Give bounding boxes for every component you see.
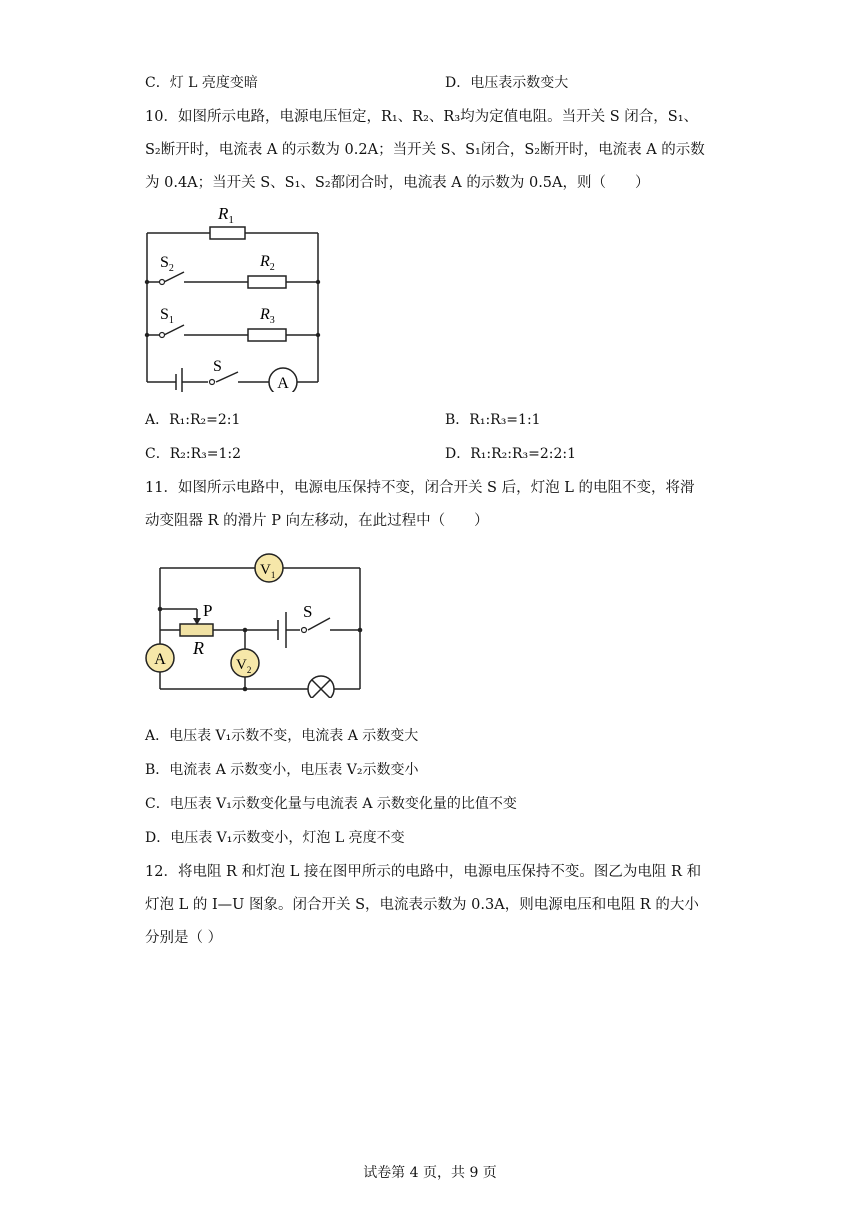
q11-label-v1: $V_1$ <box>260 562 276 580</box>
q10-label-r3: $R_3$ <box>260 306 275 326</box>
q11-option-c: C．电压表 V₁示数变化量与电流表 A 示数变化量的比值不变 <box>145 796 517 812</box>
q10-option-d: D．R₁:R₂:R₃=2:2:1 <box>445 446 577 462</box>
q11-label-s: S <box>303 602 313 621</box>
q9-option-d: D．电压表示数变大 <box>445 75 569 91</box>
q9-option-c: C．灯 L 亮度变暗 <box>145 75 258 91</box>
q11-label-r: R <box>193 638 204 658</box>
q11-label-p: P <box>203 601 213 620</box>
q11-stem-line-2: 动变阻器 R 的滑片 P 向左移动，在此过程中（ ） <box>145 513 489 529</box>
q12-stem-line-2: 灯泡 L 的 I—U 图象。闭合开关 S，电流表示数为 0.3A，则电源电压和电阻 R 的大小 <box>145 897 699 913</box>
q10-label-r2: $R_2$ <box>260 253 275 273</box>
q10-label-s1: $S_1$ <box>160 306 174 326</box>
q10-stem-line-3: 为 0.4A；当开关 S、S₁、S₂都闭合时，电流表 A 的示数为 0.5A，则（ ） <box>145 175 650 191</box>
q12-stem-line-1: 12．将电阻 R 和灯泡 L 接在图甲所示的电路中，电源电压保持不变。图乙为电阻 R 和 <box>145 864 702 880</box>
q10-label-s: S <box>213 358 222 375</box>
q11-option-b: B．电流表 A 示数变小，电压表 V₂示数变小 <box>145 762 419 778</box>
q11-circuit-diagram <box>140 548 370 698</box>
q10-stem-line-1: 10．如图所示电路，电源电压恒定，R₁、R₂、R₃均为定值电阻。当开关 S 闭合，S₁、 <box>145 109 699 125</box>
q10-stem-line-2: S₂断开时，电流表 A 的示数为 0.2A；当开关 S、S₁闭合，S₂断开时，电流表 A 的示数 <box>145 142 705 158</box>
q11-option-a: A．电压表 V₁示数不变，电流表 A 示数变大 <box>145 728 419 744</box>
page-footer: 试卷第 4 页，共 9 页 <box>363 1165 497 1181</box>
q11-label-v2: $V_2$ <box>236 657 252 675</box>
q10-option-c: C．R₂:R₃=1:2 <box>145 446 241 462</box>
q10-label-r1: $R_1$ <box>218 204 234 226</box>
q11-label-ammeter: A <box>154 651 166 668</box>
q11-option-d: D．电压表 V₁示数变小，灯泡 L 亮度不变 <box>145 830 405 846</box>
q10-circuit-diagram <box>140 200 330 392</box>
q12-stem-line-3: 分别是（ ） <box>145 930 223 946</box>
q10-label-ammeter: A <box>277 375 289 392</box>
q10-option-a: A．R₁:R₂=2:1 <box>145 412 241 428</box>
q10-label-s2: $S_2$ <box>160 254 174 274</box>
q10-option-b: B．R₁:R₃=1:1 <box>445 412 541 428</box>
q11-stem-line-1: 11．如图所示电路中，电源电压保持不变，闭合开关 S 后，灯泡 L 的电阻不变，将滑 <box>145 480 695 496</box>
